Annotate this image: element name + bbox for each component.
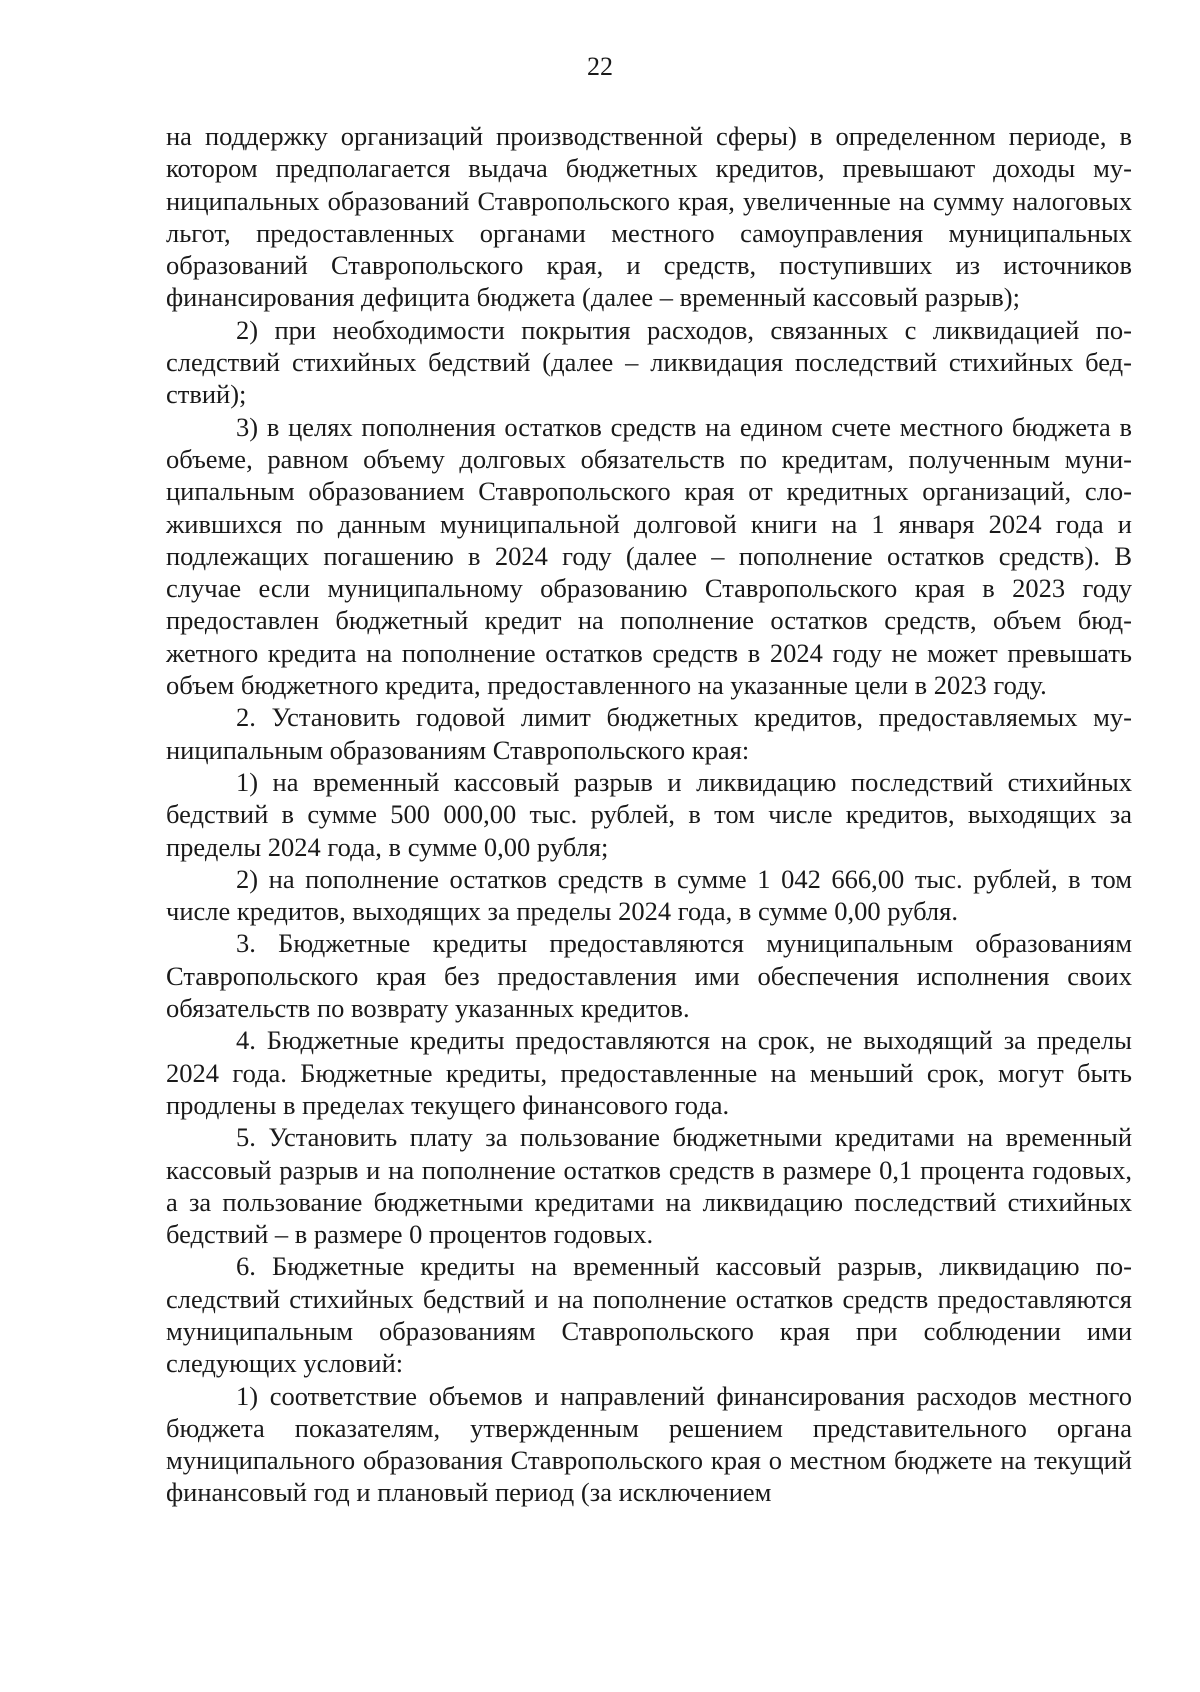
document-body: [166, 120, 1132, 1509]
paragraph-item-2-natural-disasters: 2) при необходимости покрытия расходов, связанных с ликвидацией последствий стихийных бедствий (далее – ликвидация последствий стихийных бедствий);: [166, 314, 1132, 410]
paragraph-clause-3-no-security: 3. Бюджетные кредиты предоставляются муниципальным образованиям Ставропольского края без предоставления ими обеспечения исполнения своих обязательств по возврату указанных кредитов.: [166, 928, 1132, 1024]
paragraph-continuation: на поддержку организаций производственной сферы) в определенном периоде, в котором предполагается выдача бюджетных кредитов, превышают доходы муниципальных образований Ставропольского края, увеличенные на сумму налоговых льгот, предоставленных органами местного самоуправления муниципальных образований Ставропольского края, и средств, поступивших из источников финансирования дефицита бюджета (далее – временный кассовый разрыв);: [166, 121, 1132, 313]
paragraph-clause-6-conditions: 6. Бюджетные кредиты на временный кассовый разрыв, ликвидацию последствий стихийных бедствий и на пополнение остатков средств предоставляются муниципальным образованиям Ставропольского края при соблюдении ими следующих условий:: [166, 1251, 1132, 1379]
paragraph-item-3-balance-replenishment: 3) в целях пополнения остатков средств на едином счете местного бюджета в объеме, равном объему долговых обязательств по кредитам, полученным муниципальным образованием Ставропольского края от кредитных организаций, сложившихся по данным муниципальной долговой книги на 1 января 2024 года и подлежащих погашению в 2024 году (далее – пополнение остатков средств). В случае если муниципальному образованию Ставропольского края в 2023 году предоставлен бюджетный кредит на пополнение остатков средств, объем бюджетного кредита на пополнение остатков средств в 2024 году не может превышать объем бюджетного кредита, предоставленного на указанные цели в 2023 году.: [166, 411, 1132, 701]
paragraph-clause-5-fee: 5. Установить плату за пользование бюджетными кредитами на временный кассовый разрыв и на пополнение остатков средств в размере 0,1 процента годовых, а за пользование бюджетными кредитами на ликвидацию последствий стихийных бедствий – в размере 0 процентов годовых.: [166, 1122, 1132, 1250]
page-number: 22: [587, 52, 613, 81]
paragraph-clause-4-term: 4. Бюджетные кредиты предоставляются на срок, не выходящий за пределы 2024 года. Бюджетные кредиты, предоставленные на меньший срок, могут быть продлены в пределах текущего финансового года.: [166, 1025, 1132, 1120]
paragraph-limit-item-1: 1) на временный кассовый разрыв и ликвидацию последствий стихийных бедствий в сумме 500 000,00 тыс. рублей, в том числе кредитов, выходящих за пределы 2024 года, в сумме 0,00 рубля;: [166, 766, 1132, 862]
paragraph-limit-item-2: 2) на пополнение остатков средств в сумме 1 042 666,00 тыс. рублей, в том числе кредитов, выходящих за пределы 2024 года, в сумме 0,00 рубля.: [166, 863, 1132, 927]
paragraph-condition-item-1: 1) соответствие объемов и направлений финансирования расходов местного бюджета показателям, утвержденным решением представительного органа муниципального образования Ставропольского края о местном бюджете на текущий финансовый год и плановый период (за исключением: [166, 1380, 1132, 1508]
paragraph-clause-2-annual-limit: 2. Установить годовой лимит бюджетных кредитов, предоставляемых муниципальным образованиям Ставропольского края:: [166, 702, 1132, 765]
